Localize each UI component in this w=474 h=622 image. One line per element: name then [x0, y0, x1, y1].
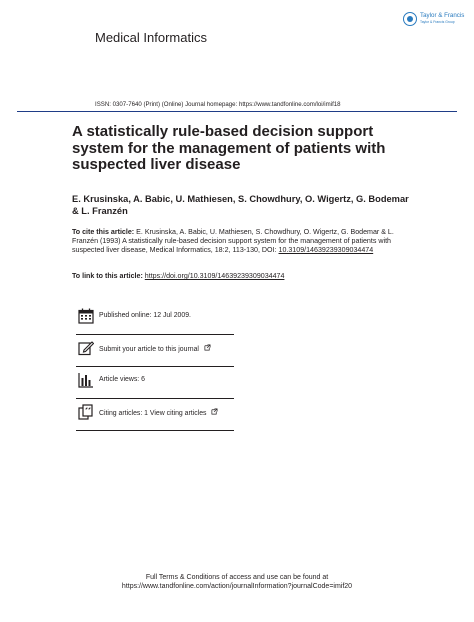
published-date-text: Published online: 12 Jul 2009.: [99, 312, 191, 319]
submit-article-row[interactable]: [76, 340, 234, 364]
divider: [76, 366, 234, 367]
article-doi-url[interactable]: https://doi.org/10.3109/14639239309034474: [144, 272, 285, 280]
doi-link[interactable]: 10.3109/14639239309034474: [278, 246, 374, 255]
divider: [76, 334, 234, 335]
article-views-text: Article views: 6: [99, 376, 145, 383]
citing-articles-icon: [78, 404, 94, 420]
citing-articles-link[interactable]: [99, 408, 218, 417]
edit-icon: [78, 340, 94, 356]
citing-articles-row[interactable]: [76, 404, 234, 428]
issn-line[interactable]: ISSN: 0307-7640 (Print) (Online) Journal homepage: https://www.tandfonline.com/loi/imif18: [95, 101, 341, 108]
submit-article-link[interactable]: [99, 344, 211, 353]
calendar-icon: [78, 308, 94, 324]
external-link-icon: [211, 410, 218, 417]
publisher-brand: Taylor & Francis: [420, 12, 465, 19]
header-divider: [17, 111, 457, 112]
publisher-logo[interactable]: [403, 12, 465, 36]
citation-block: [72, 228, 402, 255]
divider: [76, 398, 234, 399]
bar-chart-icon: [78, 372, 94, 388]
citation-label: To cite this article:: [72, 228, 135, 236]
journal-title: Medical Informatics: [95, 30, 207, 45]
link-line: [72, 272, 284, 280]
publisher-tagline: Taylor & Francis Group: [420, 20, 455, 24]
citing-articles-label: Citing articles: 1 View citing articles: [99, 410, 207, 417]
footer-terms-link[interactable]: https://www.tandfonline.com/action/journalInformation?journalCode=imif20: [121, 582, 353, 590]
article-title: A statistically rule-based decision support system for the management of patients with suspected liver disease: [72, 123, 386, 173]
views-row: [76, 372, 234, 396]
link-label: To link to this article:: [72, 272, 143, 280]
citation-text: E. Krusinska, A. Babic, U. Mathiesen, S. Chowdhury, O. Wigertz, G. Bodemar & L. Franzén (1993) A statistically rule-based decision support system for the management of patients with suspected liver disease, Medical Informatics, 18:2, 113-130, DOI:: [72, 228, 394, 255]
article-authors: E. Krusinska, A. Babic, U. Mathiesen, S. Chowdhury, O. Wigertz, G. Bodemar & L. Franzén: [72, 194, 409, 216]
divider: [76, 430, 234, 431]
submit-article-label: Submit your article to this journal: [99, 346, 199, 353]
external-link-icon: [204, 346, 211, 353]
footer: [0, 574, 474, 592]
footer-terms-text: Full Terms & Conditions of access and use can be found at: [145, 574, 329, 581]
taylor-francis-logo-icon: [403, 12, 417, 26]
published-row: [76, 308, 234, 332]
